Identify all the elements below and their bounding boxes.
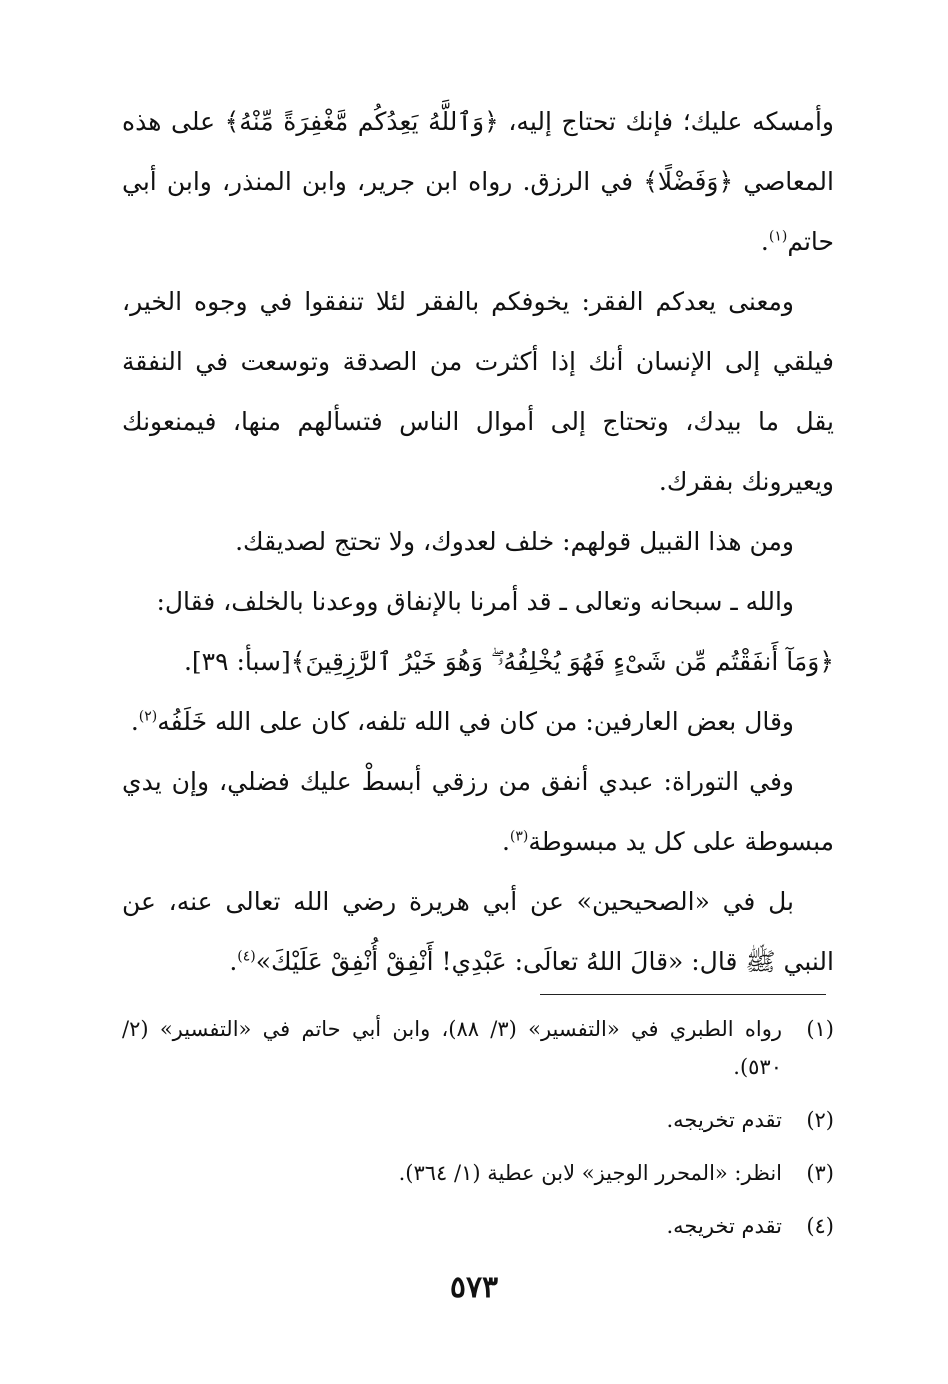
- footnote-3: [122, 1154, 834, 1192]
- text: .: [760, 227, 769, 256]
- footnote-text: تقدم تخريجه.: [666, 1108, 782, 1132]
- page-number: ٥٧٣: [449, 1270, 499, 1305]
- text: .: [229, 947, 238, 976]
- quran-verse: ﴿وَمَآ أَنفَقْتُم مِّن شَىْءٍ فَهُوَ يُخْلِفُهُۥ ۖ وَهُوَ خَيْرُ ٱلرَّٰزِقِينَ﴾: [290, 647, 834, 676]
- quran-quote: ﴿وَفَضْلًا﴾: [643, 167, 734, 196]
- footnote-number: (٤): [806, 1214, 834, 1238]
- paragraph-4: والله ـ سبحانه وتعالى ـ قد أمرنا بالإنفاق ووعدنا بالخلف، فقال:: [156, 587, 794, 616]
- footnote-divider: [540, 994, 826, 995]
- text: على هذه المعاصي: [122, 107, 834, 196]
- footnote-ref[interactable]: (٢): [138, 708, 158, 725]
- footnote-1: [122, 1010, 834, 1086]
- footnote-number: (١): [806, 1017, 834, 1041]
- paragraph-7: [122, 752, 834, 872]
- paragraph-3: ومن هذا القبيل قولهم: خلف لعدوك، ولا تحتج لصديقك.: [235, 527, 794, 556]
- paragraph-8: [122, 872, 834, 992]
- footnote-text: رواه الطبري في «التفسير» (٣/ ٨٨)، وابن أبي حاتم في «التفسير» (٢/ ٥٣٠).: [122, 1017, 782, 1079]
- text: وأمسكه عليك؛ فإنك تحتاج إليه،: [498, 107, 834, 136]
- text: .: [130, 707, 139, 736]
- footnote-number: (٢): [806, 1108, 834, 1132]
- text: وفي التوراة: عبدي أنفق من رزقي أبسطْ عليك فضلي، وإن يدي مبسوطة على كل يد مبسوطة: [122, 767, 834, 856]
- quran-quote: ﴿وَٱللَّهُ يَعِدُكُم مَّغْفِرَةً مِّنْهُ﴾: [224, 107, 499, 136]
- footnote-text: تقدم تخريجه.: [666, 1214, 782, 1238]
- verse-reference: [سبأ: ٣٩].: [183, 647, 291, 676]
- footnote-2: [122, 1101, 834, 1139]
- footnote-ref[interactable]: (٣): [509, 828, 529, 845]
- footnotes: [122, 1010, 834, 1260]
- main-text: [122, 92, 834, 992]
- text: وقال بعض العارفين: من كان في الله تلفه، كان على الله خَلَفُه: [157, 707, 794, 736]
- footnote-ref[interactable]: (٤): [237, 948, 256, 965]
- footnote-number: (٣): [806, 1161, 834, 1185]
- paragraph-6: [122, 692, 834, 752]
- paragraph-1: [122, 92, 834, 272]
- footnote-ref[interactable]: (١): [768, 228, 788, 245]
- text: في الرزق. رواه ابن جرير، وابن المنذر، وابن أبي حاتم: [122, 167, 834, 256]
- paragraph-5: [122, 632, 834, 692]
- footnote-text: انظر: «المحرر الوجيز» لابن عطية (١/ ٣٦٤).: [398, 1161, 782, 1185]
- text: بل في «الصحيحين» عن أبي هريرة رضي الله تعالى عنه، عن النبي ﷺ قال: «قالَ اللهُ تعالَى: عَبْدِي! أَنْفِقْ أُنْفِقْ عَلَيْكَ»: [122, 887, 834, 976]
- text: .: [501, 827, 510, 856]
- paragraph-2: ومعنى يعدكم الفقر: يخوفكم بالفقر لئلا تنفقوا في وجوه الخير، فيلقي إلى الإنسان أنك إذا أكثرت من الصدقة وتوسعت في النفقة يقل ما بيدك، وتحتاج إلى أموال الناس فتسألهم منها، فيمنعونك ويعيرونك بفقرك.: [122, 287, 834, 496]
- footnote-4: [122, 1207, 834, 1245]
